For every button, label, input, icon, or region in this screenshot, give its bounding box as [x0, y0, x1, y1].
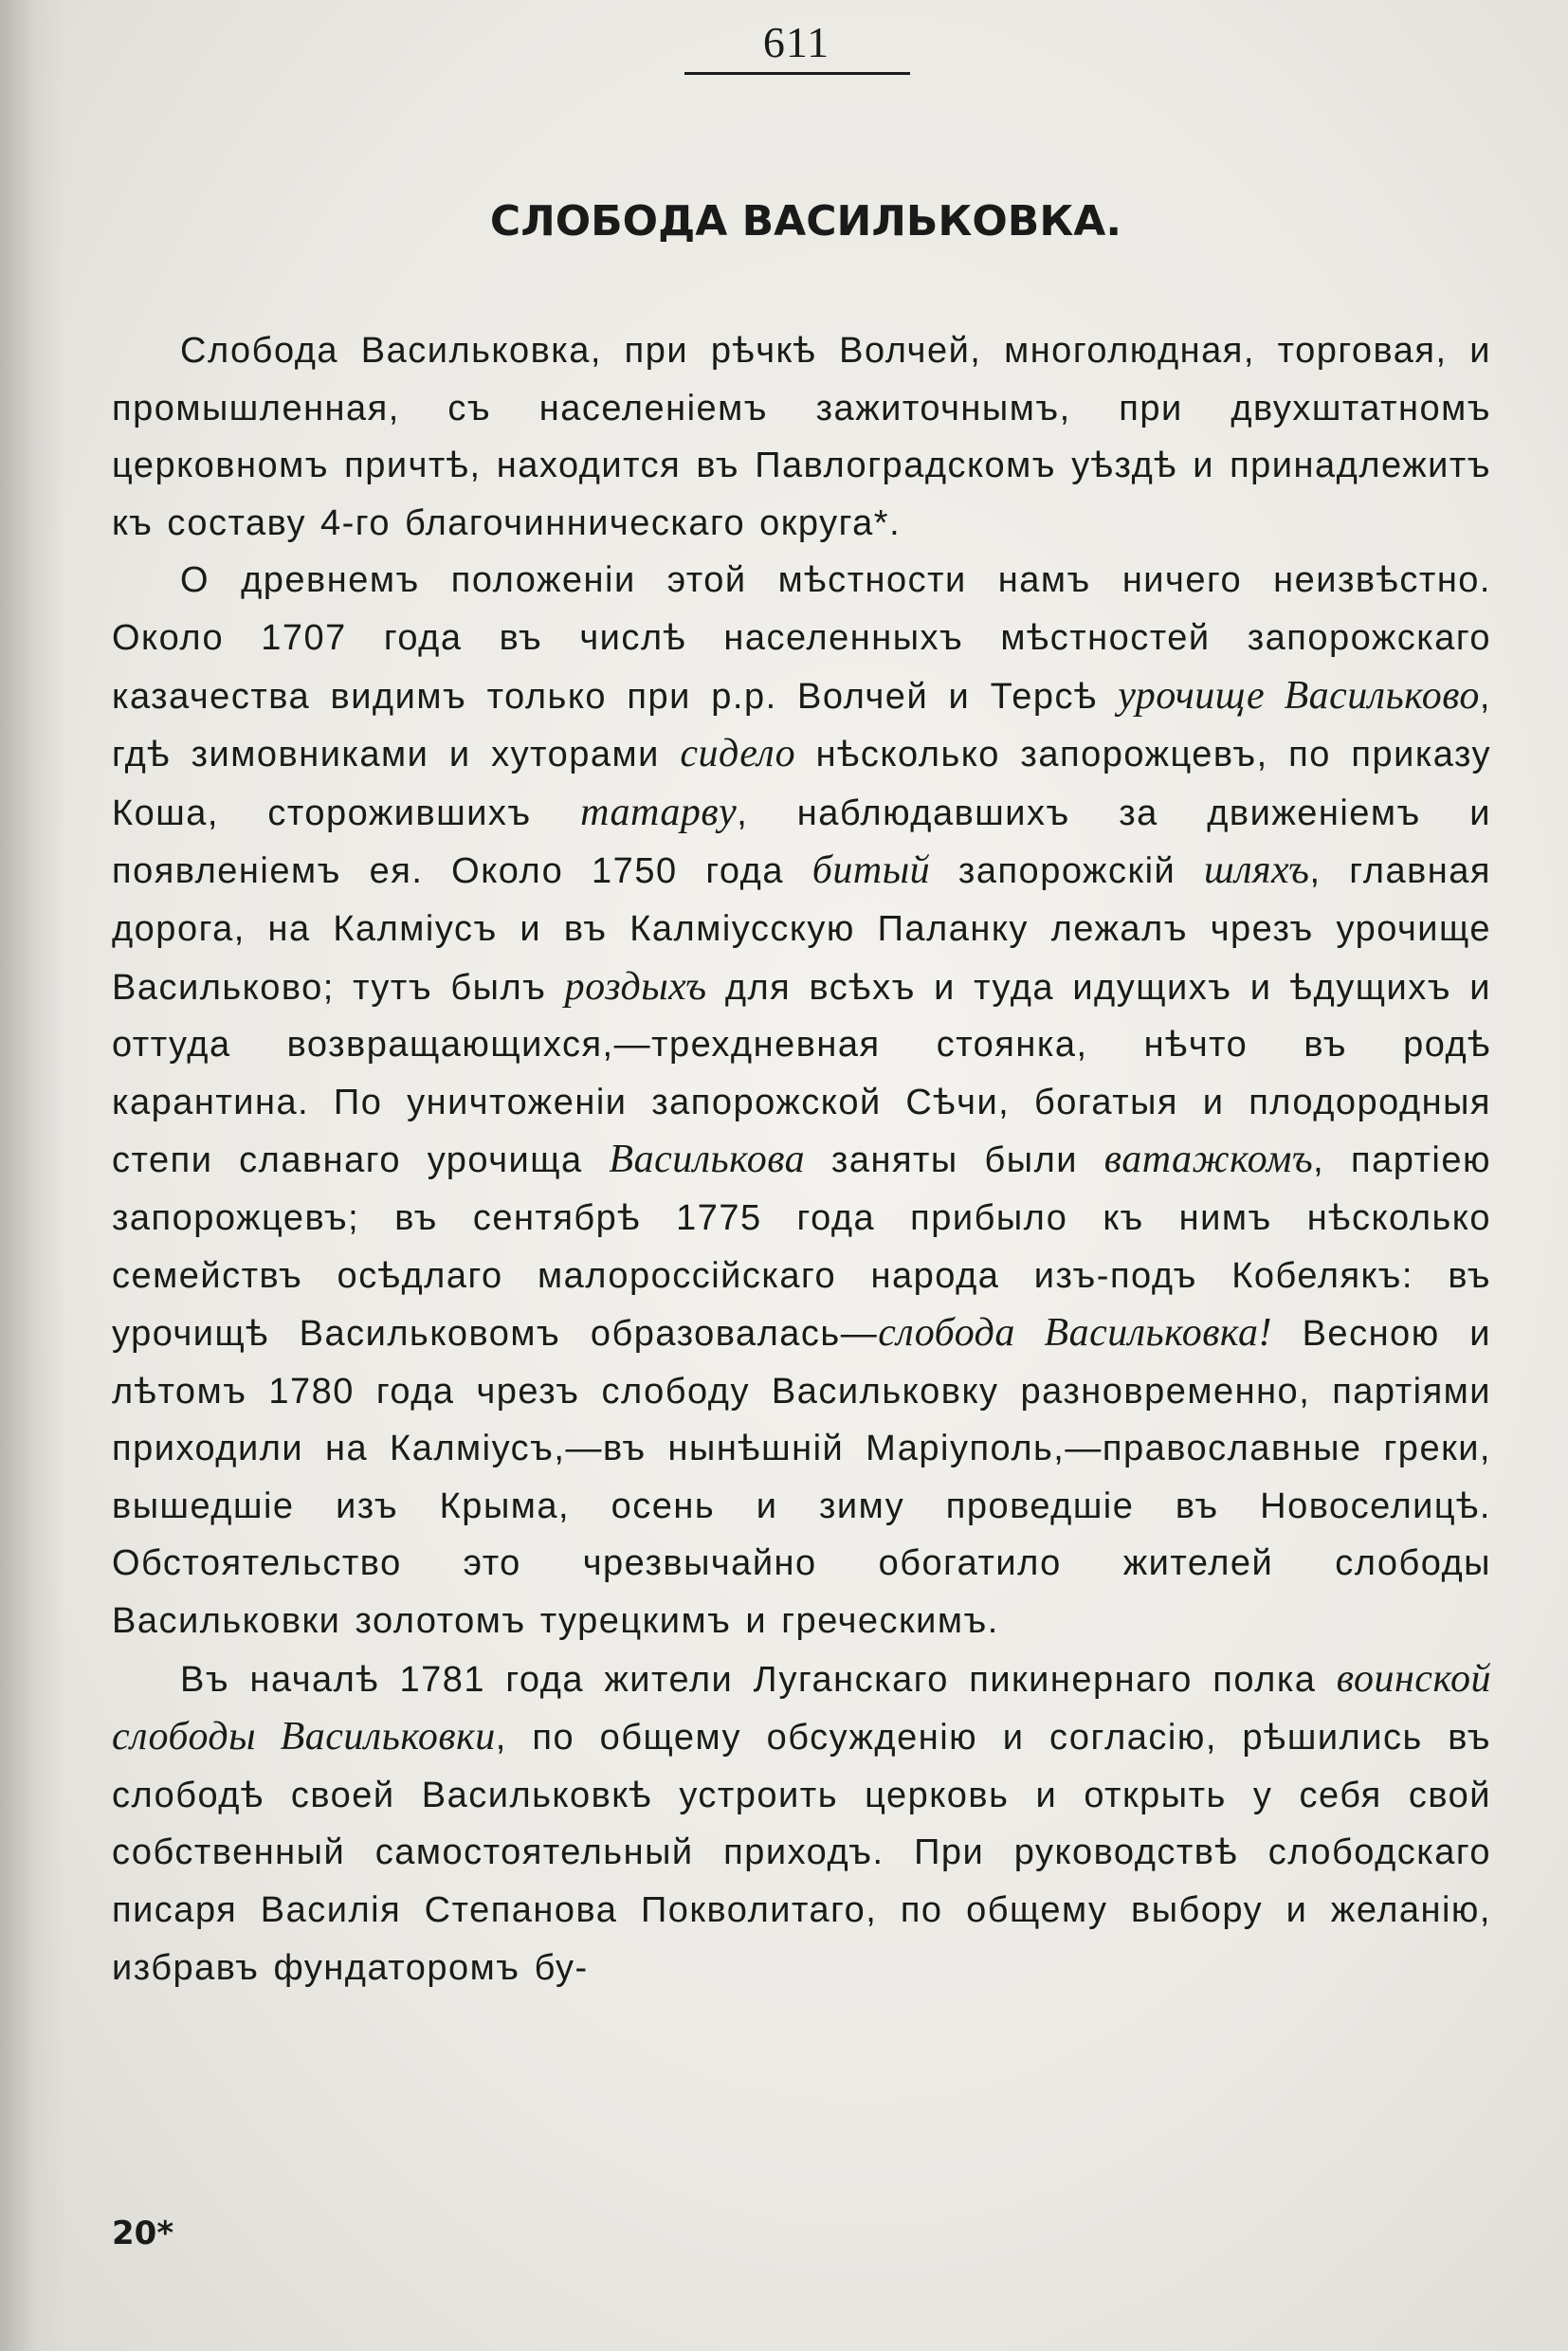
page-number-rule	[684, 72, 910, 75]
paragraph	[112, 322, 1491, 552]
signature-mark: 20*	[112, 2214, 174, 2252]
italic-term: воинской слободы Васильковки	[112, 1656, 1491, 1759]
paragraph	[112, 1650, 1491, 1997]
text-run: для всѣхъ и туда идущихъ и ѣдущихъ и оттуда возвращающихся,—трехдневная стоянка, нѣчто въ родѣ карантина. По уничтоженіи запорожской Сѣчи, богатыя и плодородныя степи славнаго урочища	[112, 967, 1491, 1181]
italic-term: ватажкомъ	[1103, 1138, 1314, 1182]
italic-term: шляхъ	[1204, 848, 1310, 893]
italic-term: роздыхъ	[564, 964, 707, 1009]
italic-term: Василькова	[609, 1138, 806, 1182]
text-run: , гдѣ зимовниками и хуторами	[112, 676, 1491, 775]
text-run: запорожскій	[930, 851, 1205, 892]
italic-term: татарву	[580, 790, 738, 834]
text-run: Слобода Васильковка, при рѣчкѣ Волчей, многолюдная, торговая, и промышленная, съ населеніемъ зажиточнымъ, при двухштатномъ церковномъ причтѣ, находится въ Павлоградскомъ уѣздѣ и принадлежитъ къ составу 4-го благочинническаго округа*.	[112, 331, 1491, 543]
italic-term: урочище Васильково	[1118, 673, 1480, 718]
text-run: , наблюдавшихъ за движеніемъ и появленіемъ ея. Около 1750 года	[112, 793, 1492, 892]
italic-term: битый	[811, 848, 931, 893]
italic-term: сидело	[680, 732, 796, 776]
binding-gutter-shadow	[0, 0, 66, 2351]
text-run: Весною и лѣтомъ 1780 года чрезъ слободу Васильковку разновременно, партіями приходили на Калміусъ,—въ нынѣшній Маріуполь,—православные греки, вышедшіе изъ Крыма, осень и зиму проведшіе въ Новоселицѣ. Обстоятельство это чрезвычайно обогатило жителей слободы Васильковки золотомъ турецкимъ и греческимъ.	[112, 1314, 1491, 1642]
text-run: , главная дорога, на Калміусъ и въ Калміусскую Паланку лежалъ чрезъ урочище Васильково; тутъ былъ	[112, 851, 1491, 1008]
paragraph	[112, 552, 1491, 1649]
text-run: , партіею запорожцевъ; въ сентябрѣ 1775 года прибыло къ нимъ нѣсколько семействъ осѣдлаго малороссійскаго народа изъ-подъ Кобелякъ: въ урочищѣ Васильковомъ образовалась—	[112, 1140, 1491, 1355]
section-title: СЛОБОДА ВАСИЛЬКОВКА.	[489, 197, 1122, 246]
italic-term: слобода Васильковка!	[878, 1311, 1273, 1356]
text-run: Въ началѣ 1781 года жители Луганскаго пикинернаго полка	[180, 1659, 1337, 1700]
text-run: заняты были	[805, 1140, 1104, 1181]
body-text	[112, 322, 1491, 1996]
page-number: 611	[762, 18, 830, 66]
text-run: , по общему обсужденію и согласію, рѣшились въ слободѣ своей Васильковкѣ устроить церковь и открыть у себя свой собственный самостоятельный приходъ. При руководствѣ слободскаго писаря Василія Степанова Покволитаго, по общему выбору и желанію, избравъ фундаторомъ бу-	[112, 1718, 1491, 1988]
text-run: нѣсколько запорожцевъ, по приказу Коша, сторожившихъ	[112, 735, 1491, 833]
text-run: О древнемъ положеніи этой мѣстности намъ ничего неизвѣстно. Около 1707 года въ числѣ населенныхъ мѣстностей запорожскаго казачества видимъ только при р.р. Волчей и Терсѣ	[112, 560, 1491, 717]
